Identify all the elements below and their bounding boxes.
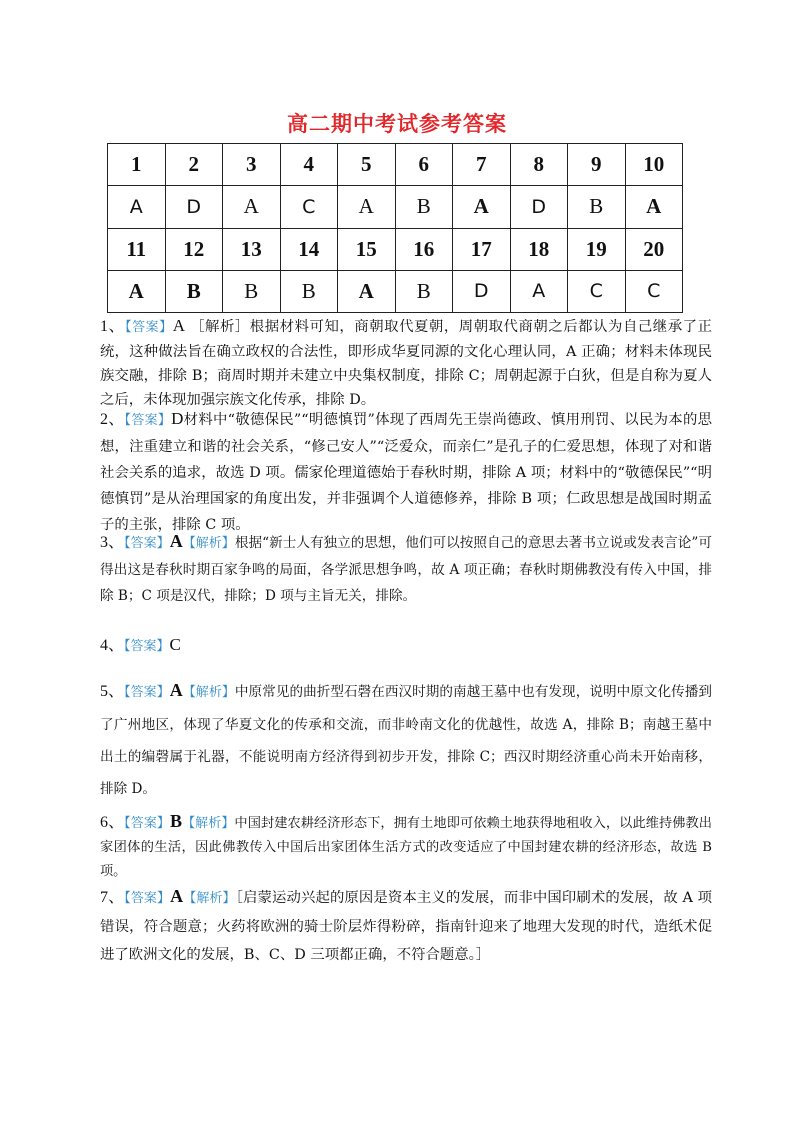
table-cell: A <box>108 270 166 312</box>
explanation-text: 中原常见的曲折型石磬在西汉时期的南越王墓中也有发现，说明中原文化传播到了广州地区，体现了华夏文化的传承和交流，而非岭南文化的优越性，故选 A，排除 B；南越王墓中出土的编磬属于礼器，不能说明南方经济得到初步开发，排除 C；西汉时期经济重心尚未开始南移，排除 D。 <box>100 684 712 797</box>
table-cell: B <box>568 186 626 228</box>
answer-item-2 <box>100 406 712 538</box>
answer-item-3 <box>100 528 712 609</box>
answer-letter: A <box>170 886 184 906</box>
item-number: 4、 <box>100 637 125 654</box>
answer-letter: B <box>170 811 183 831</box>
table-cell: B <box>280 270 338 312</box>
answer-tag: 【答案】 <box>124 891 171 906</box>
answer-tag: 【答案】 <box>124 536 170 551</box>
table-cell: A <box>453 186 511 228</box>
table-row <box>108 144 683 186</box>
table-cell: 18 <box>510 228 568 270</box>
table-cell: 10 <box>625 144 683 186</box>
table-cell: C <box>280 186 338 228</box>
analysis-tag: 【解析】 <box>182 816 235 831</box>
answer-item-4 <box>100 633 712 659</box>
item-number: 7、 <box>100 889 125 906</box>
table-cell: 9 <box>568 144 626 186</box>
explanation-text: ［解析］根据材料可知，商朝取代夏朝，周朝取代商朝之后都认为自己继承了正统，这种做法旨在确立政权的合法性，即形成华夏同源的文化心理认同，A 正确；材料未体现民族交融，排除 B；商周时期并未建立中央集权制度，排除 C；周朝起源于白狄，但是自称为夏人之后，未体现加强宗族文化传承，排除 D。 <box>100 319 712 408</box>
answer-tag: 【答案】 <box>124 413 172 428</box>
answer-letter: A <box>169 531 183 551</box>
table-cell: D <box>510 186 568 228</box>
table-cell: B <box>165 270 223 312</box>
answer-letter: A <box>169 680 183 700</box>
table-cell: A <box>510 270 568 312</box>
table-cell: D <box>165 186 223 228</box>
table-cell: A <box>625 186 683 228</box>
table-cell: B <box>395 270 453 312</box>
table-cell: 1 <box>108 144 166 186</box>
answer-table <box>107 143 683 313</box>
answer-tag: 【答案】 <box>124 816 170 831</box>
table-cell: 17 <box>453 228 511 270</box>
analysis-tag: 【解析】 <box>182 536 235 551</box>
table-cell: C <box>568 270 626 312</box>
item-number: 6、 <box>100 814 125 831</box>
answer-item-6 <box>100 809 712 884</box>
table-cell: 5 <box>338 144 396 186</box>
table-cell: 11 <box>108 228 166 270</box>
item-number: 3、 <box>100 534 125 551</box>
table-cell: B <box>395 186 453 228</box>
answer-tag: 【答案】 <box>124 685 170 700</box>
table-cell: D <box>453 270 511 312</box>
table-cell: 16 <box>395 228 453 270</box>
answer-item-1 <box>100 314 712 412</box>
table-cell: 19 <box>568 228 626 270</box>
table-cell: A <box>108 186 166 228</box>
answer-letter: C <box>169 635 181 654</box>
explanation-text: 根据“新士人有独立的思想，他们可以按照自己的意思去著书立说或发表言论”可得出这是春秋时期百家争鸣的局面，各学派思想争鸣，故 A 项正确；春秋时期佛教没有传入中国，排除 B；C 项是汉代，排除；D 项与主旨无关，排除。 <box>100 535 712 604</box>
table-row <box>108 186 683 228</box>
item-number: 5、 <box>100 683 125 700</box>
answer-item-7 <box>100 882 712 969</box>
table-cell: A <box>223 186 281 228</box>
answer-letter: D <box>171 409 184 428</box>
analysis-tag: 【解析】 <box>183 891 236 906</box>
table-cell: B <box>223 270 281 312</box>
answer-tag: 【答案】 <box>125 320 173 335</box>
explanation-text: ［启蒙运动兴起的原因是资本主义的发展，而非中国印刷术的发展，故 A 项错误，符合题意；火药将欧洲的骑士阶层炸得粉碎，指南针迎来了地理大发现的时代，造纸术促进了欧洲文化的发展，B、C、D 三项都正确，不符合题意。］ <box>100 890 712 963</box>
table-cell: 12 <box>165 228 223 270</box>
table-cell: 8 <box>510 144 568 186</box>
explanation-text: 中国封建农耕经济形态下，拥有土地即可依赖土地获得地租收入，以此维持佛教出家团体的生活，因此佛教传入中国后出家团体生活方式的改变适应了中国封建农耕的经济形态，故选 B 项。 <box>100 816 712 879</box>
table-cell: 2 <box>165 144 223 186</box>
table-cell: 20 <box>625 228 683 270</box>
table-cell: A <box>338 186 396 228</box>
table-cell: 7 <box>453 144 511 186</box>
page-title: 高二期中考试参考答案 <box>287 112 507 136</box>
answer-letter: A <box>172 316 185 335</box>
table-cell: 6 <box>395 144 453 186</box>
table-cell: 3 <box>223 144 281 186</box>
table-cell: A <box>338 270 396 312</box>
table-cell: 13 <box>223 228 281 270</box>
table-row <box>108 270 683 312</box>
table-cell: 15 <box>338 228 396 270</box>
table-row <box>108 228 683 270</box>
table-cell: 14 <box>280 228 338 270</box>
table-cell: C <box>625 270 683 312</box>
answer-tag: 【答案】 <box>124 639 170 654</box>
item-number: 1、 <box>100 318 126 335</box>
item-number: 2、 <box>100 411 125 428</box>
explanation-text: 材料中“敬德保民”“明德慎罚”体现了西周先王崇尚德政、慎用刑罚、以民为本的思想，注重建立和谐的社会关系，“修己安人”“泛爱众，而亲仁”是孔子的仁爱思想，体现了对和谐社会关系的追求，故选 D 项。儒家伦理道德始于春秋时期，排除 A 项；材料中的“敬德保民”“明德慎罚”是从治理国家的角度出发，并非强调个人道德修养，排除 B 项；仁政思想是战国时期孟子的主张，排除 C 项。 <box>100 412 712 533</box>
table-cell: 4 <box>280 144 338 186</box>
answer-item-5 <box>100 674 712 805</box>
analysis-tag: 【解析】 <box>182 685 235 700</box>
